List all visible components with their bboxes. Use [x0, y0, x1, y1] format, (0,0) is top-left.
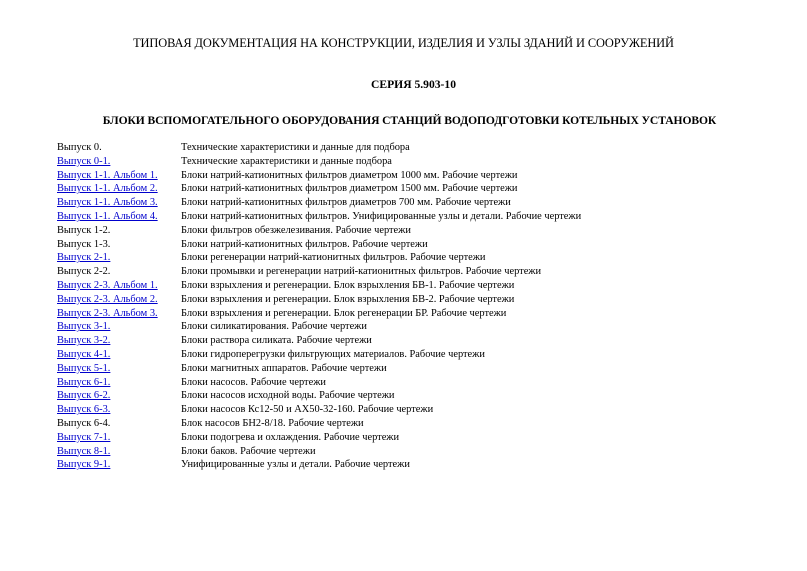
list-item — [57, 182, 777, 196]
issue-link[interactable]: Выпуск 6-2. — [57, 390, 111, 402]
issue-code: Выпуск 1-3. — [57, 238, 111, 250]
issue-link[interactable]: Выпуск 1-1. Альбом 3. — [57, 197, 158, 209]
issue-description: Блоки взрыхления и регенерации. Блок регенерации БР. Рабочие чертежи — [181, 307, 507, 319]
issue-link[interactable]: Выпуск 1-1. Альбом 1. — [57, 169, 158, 181]
issue-link[interactable]: Выпуск 1-1. Альбом 4. — [57, 210, 158, 222]
issue-description: Блоки промывки и регенерации натрий-катионитных фильтров. Рабочие чертежи — [181, 266, 542, 278]
issue-description: Блоки натрий-катионитных фильтров диаметром 1500 мм. Рабочие чертежи — [181, 183, 518, 195]
issue-description: Блоки гидроперегрузки фильтрующих материалов. Рабочие чертежи — [181, 348, 485, 360]
issue-description: Блоки насосов. Рабочие чертежи — [181, 376, 326, 388]
issue-description: Блоки насосов исходной воды. Рабочие чертежи — [181, 390, 395, 402]
issue-description: Блок насосов БН2-8/18. Рабочие чертежи — [181, 417, 364, 429]
list-item — [57, 210, 777, 224]
list-item — [57, 265, 777, 279]
issue-description: Блоки натрий-катионитных фильтров. Унифицированные узлы и детали. Рабочие чертежи — [181, 210, 582, 222]
issue-code: Выпуск 6-4. — [57, 417, 111, 429]
issue-link[interactable]: Выпуск 7-1. — [57, 431, 111, 443]
issue-link[interactable]: Выпуск 3-1. — [57, 321, 111, 333]
issue-description: Блоки взрыхления и регенерации. Блок взрыхления БВ-2. Рабочие чертежи — [181, 293, 515, 305]
series-heading: СЕРИЯ 5.903-10 — [370, 78, 457, 91]
issue-description: Блоки подогрева и охлаждения. Рабочие чертежи — [181, 431, 400, 443]
list-item — [57, 155, 777, 169]
issue-code: Выпуск 2-2. — [57, 266, 111, 278]
list-item — [57, 251, 777, 265]
issue-description: Блоки натрий-катионитных фильтров диаметром 1000 мм. Рабочие чертежи — [181, 169, 518, 181]
issue-link[interactable]: Выпуск 6-3. — [57, 404, 111, 416]
issue-description: Блоки взрыхления и регенерации. Блок взрыхления БВ-1. Рабочие чертежи — [181, 279, 515, 291]
issue-link[interactable]: Выпуск 6-1. — [57, 376, 111, 388]
issue-link[interactable]: Выпуск 3-2. — [57, 335, 111, 347]
issue-description: Технические характеристики и данные подбора — [181, 155, 392, 167]
list-item — [57, 417, 777, 431]
issue-description: Блоки фильтров обезжелезивания. Рабочие чертежи — [181, 224, 411, 236]
list-item — [57, 307, 777, 321]
list-item — [57, 348, 777, 362]
issue-description: Блоки регенерации натрий-катионитных фильтров. Рабочие чертежи — [181, 252, 486, 264]
issue-description: Технические характеристики и данные для подбора — [181, 142, 410, 153]
list-item — [57, 293, 777, 307]
document-type-heading: ТИПОВАЯ ДОКУМЕНТАЦИЯ НА КОНСТРУКЦИИ, ИЗДЕЛИЯ И УЗЛЫ ЗДАНИЙ И СООРУЖЕНИЙ — [133, 36, 674, 50]
issue-link[interactable]: Выпуск 2-3. Альбом 1. — [57, 279, 158, 291]
page-title: БЛОКИ ВСПОМОГАТЕЛЬНОГО ОБОРУДОВАНИЯ СТАНЦИЙ ВОДОПОДГОТОВКИ КОТЕЛЬНЫХ УСТАНОВОК — [102, 114, 717, 127]
issue-description: Блоки магнитных аппаратов. Рабочие чертежи — [181, 362, 387, 374]
list-item — [57, 169, 777, 183]
list-item — [57, 431, 777, 445]
list-item — [57, 141, 777, 155]
list-item — [57, 279, 777, 293]
list-item — [57, 238, 777, 252]
issue-description: Блоки натрий-катионитных фильтров. Рабочие чертежи — [181, 238, 428, 250]
list-item — [57, 224, 777, 238]
issue-link[interactable]: Выпуск 0-1. — [57, 155, 111, 167]
issue-description: Блоки насосов Кс12-50 и АХ50-32-160. Рабочие чертежи — [181, 404, 434, 416]
issue-code: Выпуск 1-2. — [57, 224, 111, 236]
list-item — [57, 334, 777, 348]
issue-link[interactable]: Выпуск 1-1. Альбом 2. — [57, 183, 158, 195]
issue-link[interactable]: Выпуск 5-1. — [57, 362, 111, 374]
issue-link[interactable]: Выпуск 2-3. Альбом 2. — [57, 293, 158, 305]
list-item — [57, 389, 777, 403]
issue-description: Блоки натрий-катионитных фильтров диаметров 700 мм. Рабочие чертежи — [181, 197, 511, 209]
issue-link[interactable]: Выпуск 4-1. — [57, 348, 111, 360]
list-item — [57, 445, 777, 459]
list-item — [57, 376, 777, 390]
issue-description: Блоки силикатирования. Рабочие чертежи — [181, 321, 367, 333]
issue-link[interactable]: Выпуск 2-1. — [57, 252, 111, 264]
issue-code: Выпуск 0. — [57, 142, 102, 153]
issue-description: Блоки баков. Рабочие чертежи — [181, 445, 316, 457]
issue-link[interactable]: Выпуск 2-3. Альбом 3. — [57, 307, 158, 319]
issue-description: Унифицированные узлы и детали. Рабочие чертежи — [181, 459, 410, 471]
issue-link[interactable]: Выпуск 9-1. — [57, 459, 111, 471]
list-item — [57, 403, 777, 417]
issue-link[interactable]: Выпуск 8-1. — [57, 445, 111, 457]
list-item — [57, 196, 777, 210]
list-item — [57, 458, 777, 472]
list-item — [57, 320, 777, 334]
list-item — [57, 362, 777, 376]
issue-list — [57, 141, 777, 472]
issue-description: Блоки раствора силиката. Рабочие чертежи — [181, 335, 372, 347]
